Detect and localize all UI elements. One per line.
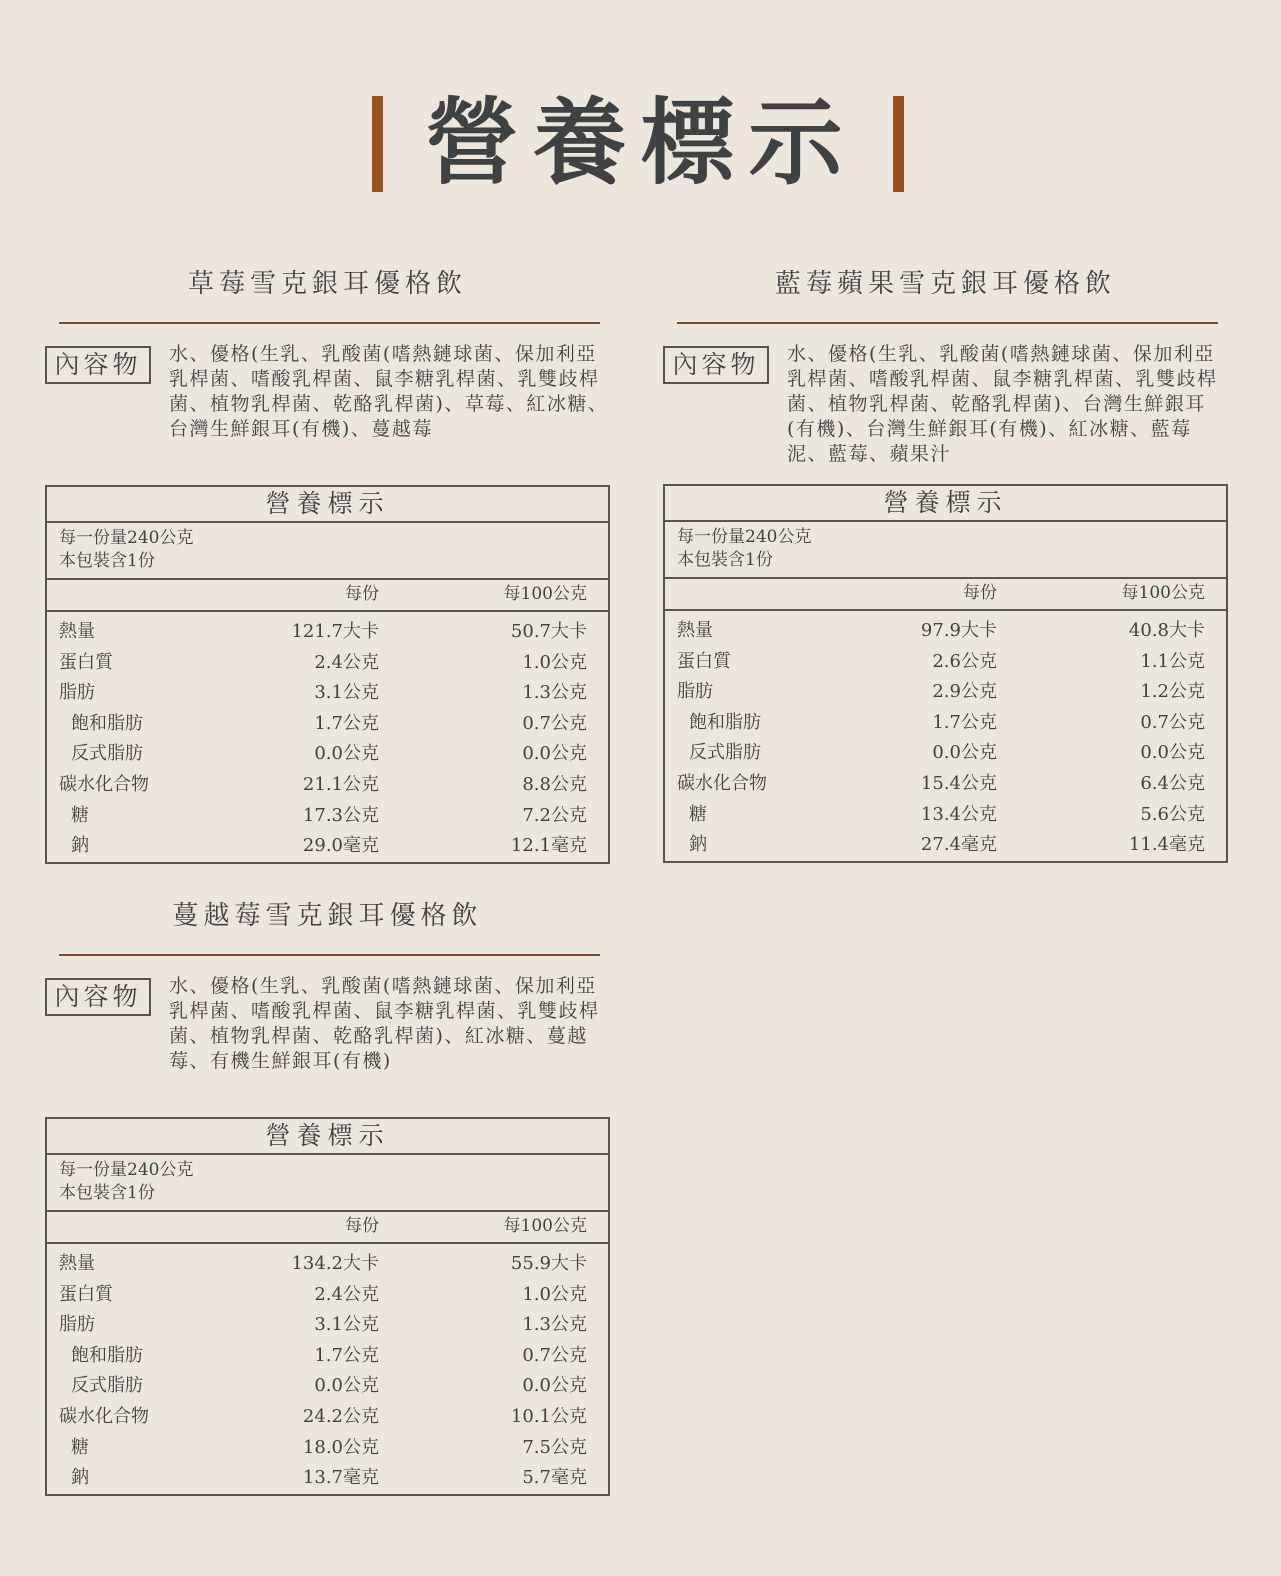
nutrient-per-100g: 5.7毫克 [522,1467,587,1489]
ingredients-label: 內容物 [45,978,151,1016]
nutrient-label: 熱量 [59,1253,95,1274]
header-per-serving: 每份 [963,583,997,603]
nutrient-row [665,647,1226,678]
product-strawberry [45,266,610,866]
nutrient-per-serving: 0.0公克 [314,743,379,765]
nutrition-table [663,484,1228,863]
ingredients-text: 水、優格(生乳、乳酸菌(嗜熱鏈球菌、保加利亞乳桿菌、嗜酸乳桿菌、鼠李糖乳桿菌、乳雙歧桿菌、植物乳桿菌、乾酪乳桿菌)、草莓、紅冰糖、台灣生鮮銀耳(有機)、蔓越莓 [169,343,609,440]
column-header-row [47,580,608,612]
page-title: 營養標示 [424,88,857,198]
nutrient-per-serving: 1.7公克 [314,1344,379,1366]
nutrient-label: 飽和脂肪 [71,712,143,734]
nutrient-row [47,801,608,832]
nutrient-per-serving: 134.2大卡 [291,1253,379,1274]
nutrient-per-100g: 0.7公克 [522,1344,587,1366]
product-blueberry-apple [663,266,1228,866]
serving-info [47,523,608,580]
header-per-100g: 每100公克 [503,1216,587,1236]
nutrient-row [47,1341,608,1372]
nutrient-per-100g: 5.6公克 [1140,803,1205,825]
nutrient-label: 反式脂肪 [71,1375,143,1397]
nutrient-rows [665,611,1226,861]
nutrient-per-100g: 11.4毫克 [1128,834,1205,856]
product-name: 蔓越莓雪克銀耳優格飲 [172,901,483,931]
nutrient-label: 熱量 [677,620,713,641]
nutrient-per-100g: 0.0公克 [522,1375,587,1397]
nutrient-per-100g: 0.0公克 [1140,742,1205,764]
nutrient-label: 蛋白質 [59,1283,113,1305]
nutrition-table-title: 營養標示 [665,486,1226,522]
nutrient-row [47,1463,608,1494]
nutrient-row [47,1433,608,1464]
nutrient-per-100g: 1.1公克 [1140,650,1205,672]
header-per-100g: 每100公克 [1121,583,1205,603]
nutrient-row [665,738,1226,769]
nutrient-per-serving: 18.0公克 [302,1436,379,1458]
nutrient-label: 糖 [71,1436,89,1458]
serving-size: 每一份量240公克 [677,527,812,547]
nutrient-row [47,1371,608,1402]
servings-per-package: 本包裝含1份 [677,550,773,570]
nutrient-row [47,648,608,679]
nutrient-row [47,1402,608,1433]
nutrient-row [47,739,608,770]
nutrient-per-100g: 1.2公克 [1140,681,1205,703]
nutrient-row [665,708,1226,739]
header-per-100g: 每100公克 [503,584,587,604]
product-divider [677,322,1218,324]
nutrient-row [665,616,1226,647]
nutrient-per-100g: 55.9大卡 [510,1253,587,1274]
serving-size: 每一份量240公克 [59,1160,194,1180]
nutrient-label: 蛋白質 [59,651,113,673]
serving-info [47,1155,608,1212]
nutrient-label: 脂肪 [677,681,713,703]
nutrient-per-100g: 7.2公克 [522,804,587,826]
nutrient-per-serving: 121.7大卡 [291,621,379,642]
header-per-serving: 每份 [345,1216,379,1236]
product-divider [59,322,600,324]
nutrient-per-serving: 1.7公克 [314,712,379,734]
nutrient-per-100g: 12.1毫克 [510,835,587,857]
servings-per-package: 本包裝含1份 [59,551,155,571]
nutrient-per-serving: 2.9公克 [932,681,997,703]
nutrient-label: 碳水化合物 [59,1405,149,1427]
nutrient-per-serving: 21.1公克 [302,773,379,795]
column-header-row [665,579,1226,611]
nutrient-per-serving: 97.9大卡 [920,620,997,641]
nutrient-row [47,1249,608,1280]
nutrition-table [45,485,610,864]
nutrient-label: 脂肪 [59,1314,95,1336]
nutrient-label: 碳水化合物 [677,772,767,794]
nutrient-label: 飽和脂肪 [71,1344,143,1366]
nutrient-label: 熱量 [59,621,95,642]
nutrient-per-serving: 3.1公克 [314,1314,379,1336]
nutrient-per-serving: 17.3公克 [302,804,379,826]
nutrient-row [47,770,608,801]
nutrient-label: 反式脂肪 [689,742,761,764]
nutrient-row [665,830,1226,861]
nutrient-per-100g: 1.0公克 [522,651,587,673]
nutrient-per-100g: 8.8公克 [522,773,587,795]
nutrient-rows [47,612,608,862]
title-accent-bar-right [893,96,904,192]
nutrient-per-serving: 27.4毫克 [920,834,997,856]
nutrient-row [665,800,1226,831]
servings-per-package: 本包裝含1份 [59,1183,155,1203]
nutrient-label: 鈉 [689,834,707,856]
nutrition-table-title: 營養標示 [47,1119,608,1155]
nutrient-row [47,678,608,709]
nutrient-rows [47,1244,608,1494]
nutrient-per-serving: 13.4公克 [920,803,997,825]
nutrient-row [47,709,608,740]
nutrient-per-100g: 7.5公克 [522,1436,587,1458]
nutrient-per-100g: 0.7公克 [522,712,587,734]
nutrient-per-serving: 0.0公克 [314,1375,379,1397]
nutrient-per-serving: 29.0毫克 [302,835,379,857]
title-accent-bar-left [372,96,383,192]
nutrient-per-serving: 3.1公克 [314,682,379,704]
nutrient-row [47,831,608,862]
nutrient-label: 糖 [71,804,89,826]
ingredients-label: 內容物 [663,346,769,384]
nutrient-row [47,1310,608,1341]
nutrient-label: 脂肪 [59,682,95,704]
nutrient-per-100g: 0.7公克 [1140,711,1205,733]
nutrient-per-100g: 1.0公克 [522,1283,587,1305]
nutrient-per-serving: 13.7毫克 [302,1467,379,1489]
serving-info [665,522,1226,579]
product-name: 草莓雪克銀耳優格飲 [187,269,467,299]
nutrient-row [665,769,1226,800]
product-name: 藍莓蘋果雪克銀耳優格飲 [774,269,1116,299]
nutrient-per-serving: 1.7公克 [932,711,997,733]
product-divider [59,954,600,956]
nutrition-table-title: 營養標示 [47,487,608,523]
header-per-serving: 每份 [345,584,379,604]
page-title-block [0,88,1281,198]
nutrient-per-100g: 1.3公克 [522,682,587,704]
nutrient-label: 蛋白質 [677,650,731,672]
nutrient-per-serving: 0.0公克 [932,742,997,764]
nutrient-row [47,1280,608,1311]
nutrient-per-serving: 2.6公克 [932,650,997,672]
nutrient-label: 碳水化合物 [59,773,149,795]
product-cranberry [45,898,610,1498]
ingredients-label: 內容物 [45,346,151,384]
nutrient-label: 鈉 [71,1467,89,1489]
nutrient-per-100g: 50.7大卡 [510,621,587,642]
column-header-row [47,1212,608,1244]
nutrient-label: 鈉 [71,835,89,857]
nutrient-per-100g: 0.0公克 [522,743,587,765]
nutrient-per-serving: 24.2公克 [302,1405,379,1427]
nutrient-per-100g: 40.8大卡 [1128,620,1205,641]
nutrient-per-100g: 10.1公克 [510,1405,587,1427]
nutrition-table [45,1117,610,1496]
nutrient-per-serving: 2.4公克 [314,651,379,673]
nutrient-per-100g: 6.4公克 [1140,772,1205,794]
nutrient-label: 糖 [689,803,707,825]
nutrient-per-100g: 1.3公克 [522,1314,587,1336]
nutrient-per-serving: 2.4公克 [314,1283,379,1305]
nutrient-label: 飽和脂肪 [689,711,761,733]
nutrient-per-serving: 15.4公克 [920,772,997,794]
serving-size: 每一份量240公克 [59,528,194,548]
nutrient-row [665,677,1226,708]
nutrient-label: 反式脂肪 [71,743,143,765]
nutrient-row [47,617,608,648]
ingredients-text: 水、優格(生乳、乳酸菌(嗜熱鏈球菌、保加利亞乳桿菌、嗜酸乳桿菌、鼠李糖乳桿菌、乳雙歧桿菌、植物乳桿菌、乾酪乳桿菌)、紅冰糖、蔓越莓、有機生鮮銀耳(有機) [169,975,600,1072]
ingredients-text: 水、優格(生乳、乳酸菌(嗜熱鏈球菌、保加利亞乳桿菌、嗜酸乳桿菌、鼠李糖乳桿菌、乳雙歧桿菌、植物乳桿菌、乾酪乳桿菌)、台灣生鮮銀耳(有機)、台灣生鮮銀耳(有機)、紅冰糖、藍莓泥、藍莓、蘋果汁 [787,343,1218,465]
